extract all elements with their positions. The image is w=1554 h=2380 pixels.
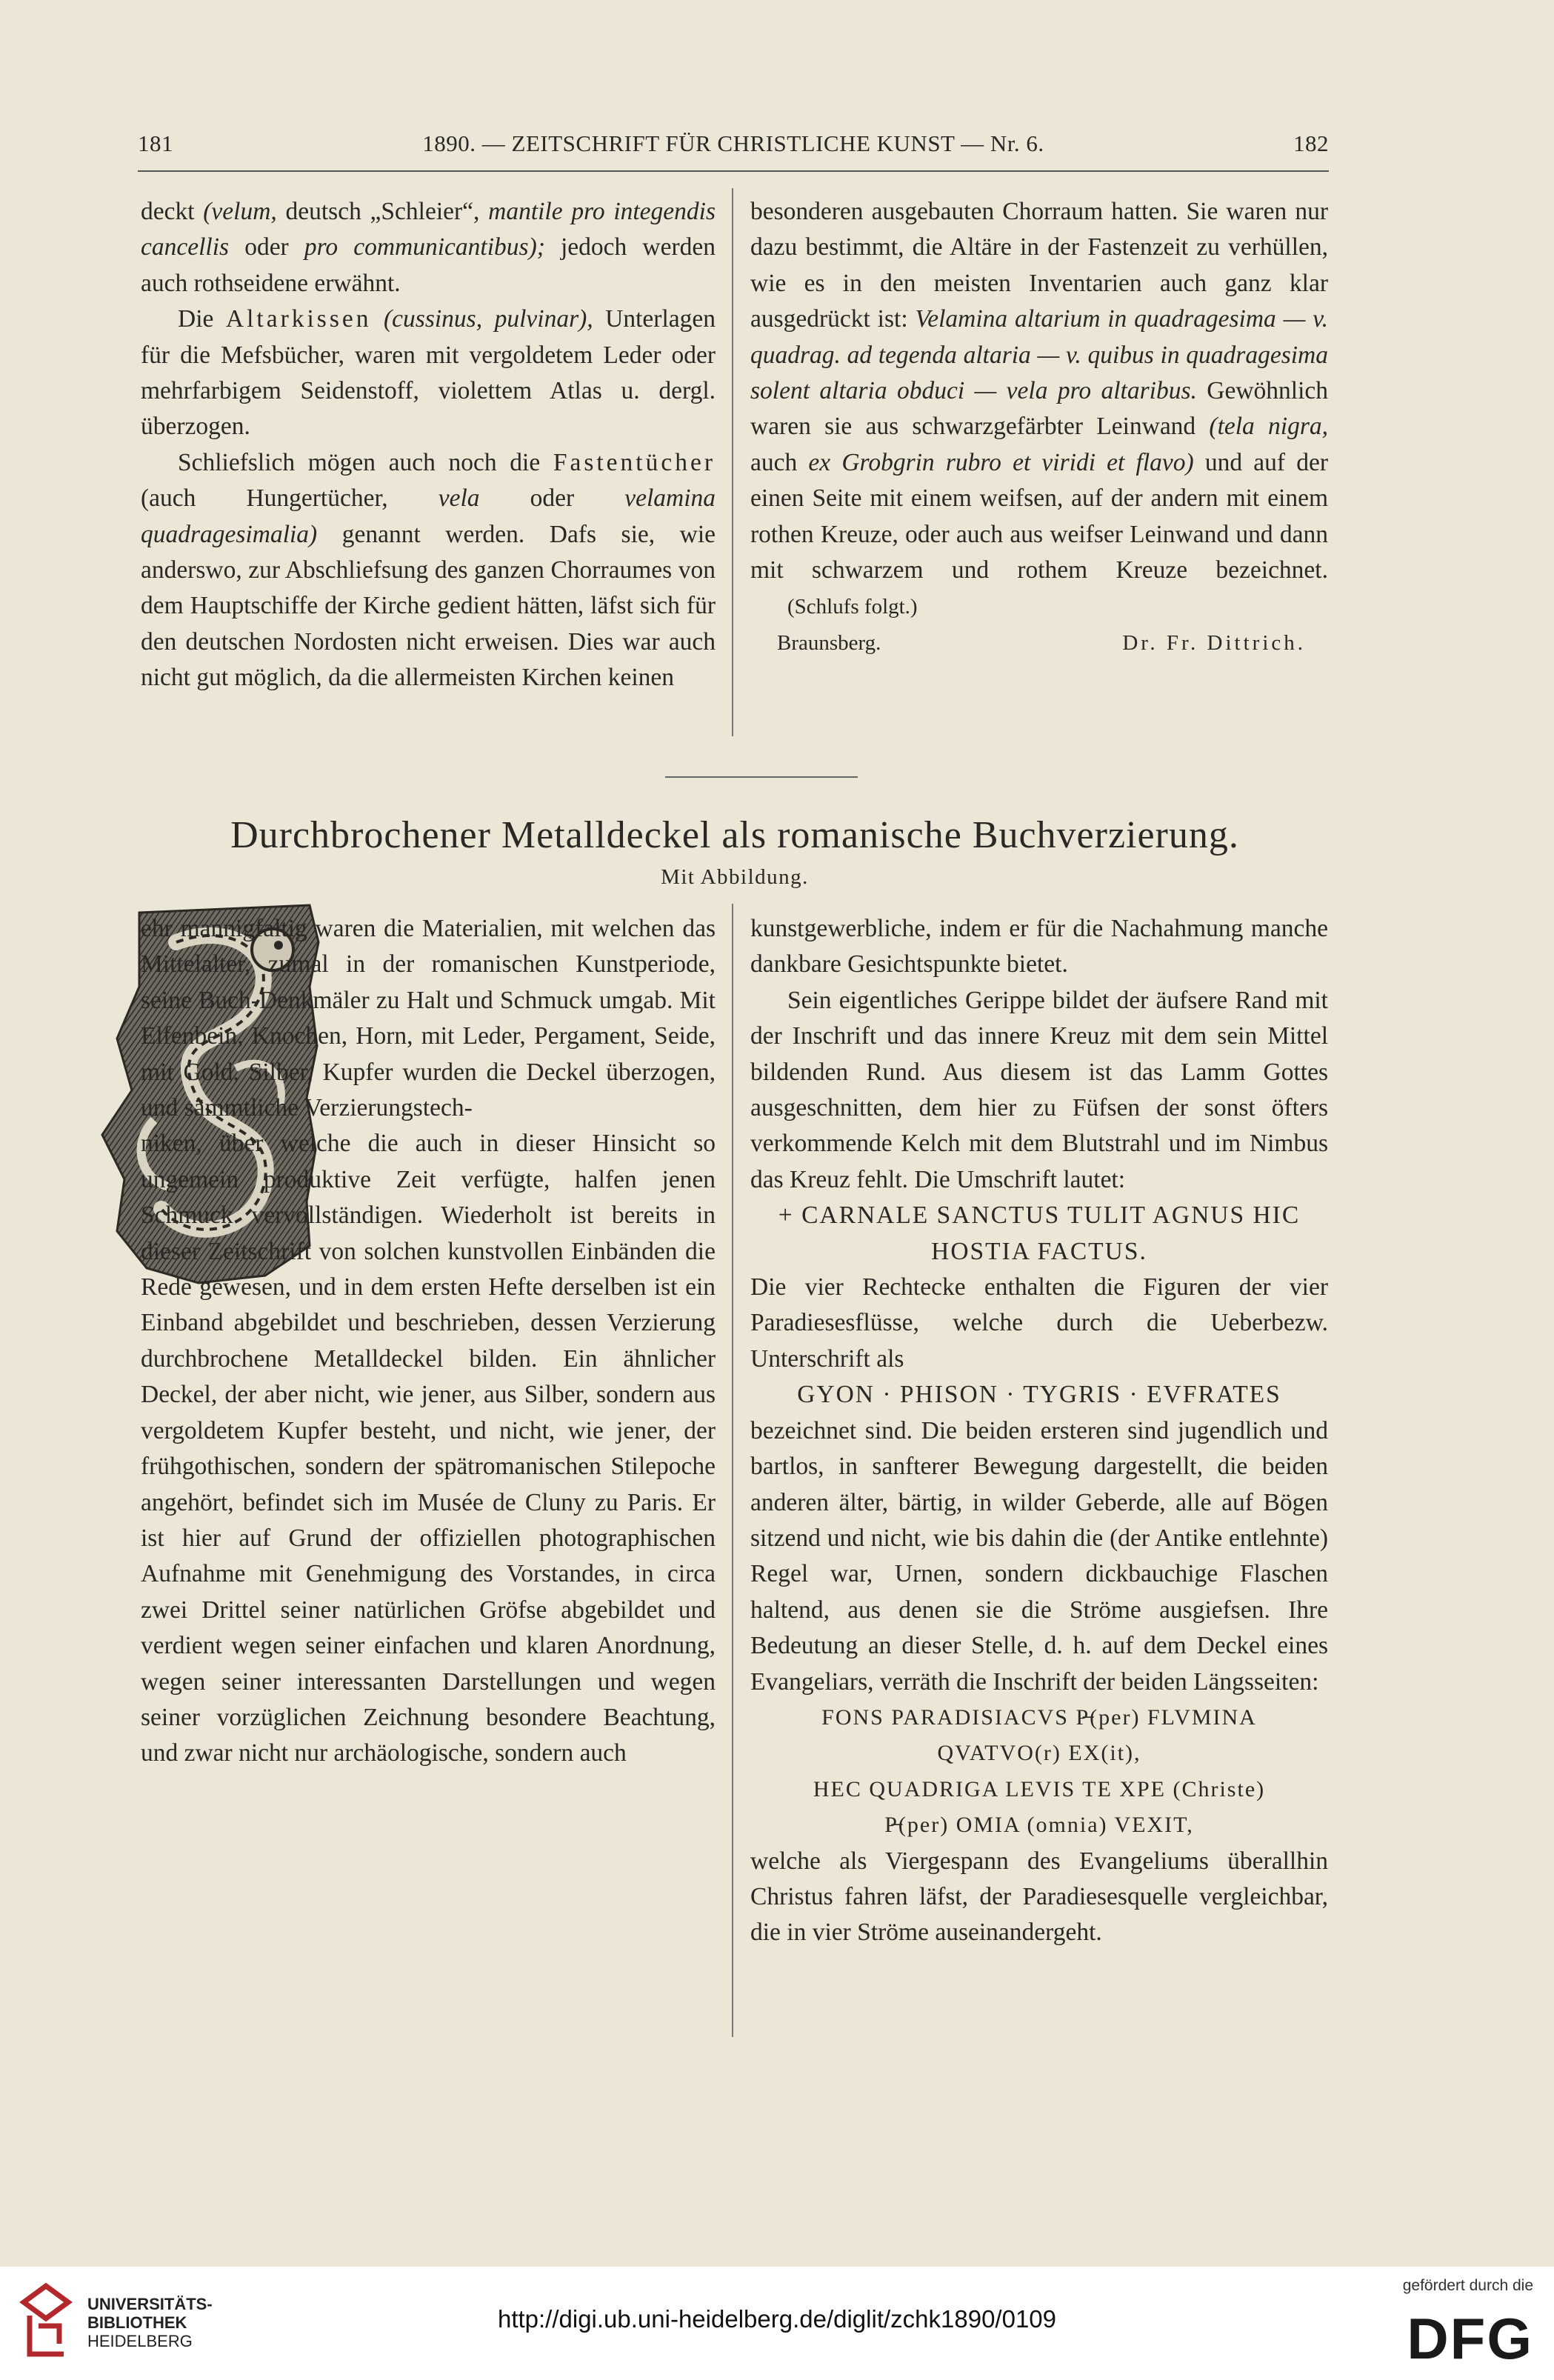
river-names: GYON · PHISON · TYGRIS · EVFRATES xyxy=(797,1381,1281,1409)
verse-line-4: P̶(per) OMIA (omnia) VEXIT, xyxy=(884,1813,1194,1838)
paragraph-wrapped-intro: ehr mannigfaltig waren die Materialien, mit welchen das Mittelalter, zumal in der romanischen Kunstperiode, seine Buch-Denkmäler zu Halt und Schmuck umgab. Mit Elfenbein, Knochen, Horn, mit Leder, Pergament, Seide, mit Gold, Silber, Kupfer wurden die Deckel überzogen, und sämmtliche Verzierungstech- xyxy=(141,915,716,1122)
paragraph: deckt (velum, deutsch „Schleier“, mantile pro integendis cancellis oder pro communicantibus); jedoch werden auch rothseidene erwähnt. xyxy=(141,198,716,297)
inscription-line-1: + CARNALE SANCTUS TULIT AGNUS HIC xyxy=(778,1201,1301,1230)
column-top-right xyxy=(750,194,1328,661)
verse-line-2: QVATVO(r) EX(it), xyxy=(937,1741,1141,1766)
column-bottom-right xyxy=(750,911,1328,1951)
page-number-left: 181 xyxy=(138,130,173,156)
running-title: 1890. — ZEITSCHRIFT FÜR CHRISTLICHE KUNST — Nr. 6. xyxy=(422,130,1044,156)
paragraph: bezeichnet sind. Die beiden ersteren sind jugendlich und bartlos, in sanfterer Bewegung dargestellt, die beiden anderen älter, bärtig, in wilder Geberde, alle auf Bögen sitzend und nicht, wie bis dahin die (der Antike entlehnte) Regel war, Urnen, sondern dickbauchige Flaschen haltend, aus denen sie die Ströme ausgiefsen. Ihre Bedeutung an dieser Stelle, d. h. auf dem Deckel eines Evangeliars, verräth die Inschrift der beiden Längsseiten: xyxy=(750,1416,1328,1696)
digitization-footer xyxy=(0,2267,1554,2380)
article-title: Durchbrochener Metalldeckel als romanische Buchverzierung. xyxy=(230,814,1239,856)
page-number-right: 182 xyxy=(1293,130,1329,156)
signature-line xyxy=(750,625,1328,661)
dfg-logo: DFG xyxy=(1407,2306,1533,2371)
paragraph: Sein eigentliches Gerippe bildet der äufsere Rand mit der Inschrift und das innere Kreuz mit dem sein Mittel bildenden Rund. Aus diesem ist das Lamm Gottes ausgeschnitten, dem hier zu Füfsen der sonst öfters verkommende Kelch mit dem Blutstrahl und im Nimbus das Kreuz fehlt. Die Umschrift lautet: xyxy=(750,986,1328,1193)
paragraph: welche als Viergespann des Evangeliums überallhin Christus fahren läfst, der Paradiesesquelle vergleichbar, die in vier Ströme auseinandergeht. xyxy=(750,1847,1328,1947)
sponsor-label: gefördert durch die xyxy=(1402,2277,1533,2294)
section-divider xyxy=(665,776,858,778)
column-rule xyxy=(732,904,733,2037)
verse-line-1: FONS PARADISIACVS P̶(per) FLVMINA xyxy=(821,1704,1257,1730)
inscription-line-2: HOSTIA FACTUS. xyxy=(931,1237,1147,1265)
paragraph: niken, über welche die auch in dieser Hinsicht so ungemein produktive Zeit verfügte, halfen jenen Schmuck vervollständigen. Wiederholt ist bereits in dieser Zeitschrift von solchen kunstvollen Einbänden die Rede gewesen, und in dem ersten Hefte derselben ist ein Einband abgebildet und beschrieben, dessen Verzierung durchbrochene Metalldeckel bilden. Ein ähnlicher Deckel, der aber nicht, wie jener, aus Silber, sondern aus vergoldetem Kupfer besteht, und nicht, wie jener, der frühgothischen, sondern der spätromanischen Stilepoche angehört, befindet sich im Musée de Cluny zu Paris. Er ist hier auf Grund der offiziellen photographischen Aufnahme mit Genehmigung des Vorstandes, in circa zwei Drittel seiner natürlichen Gröfse abgebildet und verdient wegen seiner einfachen und klaren Anordnung, wegen seiner interessanten Darstellungen und wegen seiner vorzüglichen Zeichnung besondere Beachtung, und zwar nicht nur archäologische, sondern auch xyxy=(141,1130,716,1767)
library-name: UNIVERSITÄTS- BIBLIOTHEK HEIDELBERG xyxy=(87,2295,213,2350)
paragraph: Die vier Rechtecke enthalten die Figuren der vier Paradiesesflüsse, welche durch die Ueberbezw. Unterschrift als xyxy=(750,1273,1328,1373)
signature-place: Braunsberg. xyxy=(777,630,881,655)
continued-note: (Schlufs folgt.) xyxy=(787,595,918,619)
column-rule xyxy=(732,188,733,736)
column-bottom-left xyxy=(141,911,716,1772)
verse-line-3: HEC QUADRIGA LEVIS TE XPE (Christe) xyxy=(813,1776,1266,1801)
header-rule xyxy=(138,170,1329,172)
running-header xyxy=(138,130,1329,167)
column-top-left xyxy=(141,194,716,696)
paragraph-altarkissen: Die Altarkissen (cussinus, pulvinar), Unterlagen für die Mefsbücher, waren mit vergoldetem Leder oder mehrfarbigem Seidenstoff, violettem Atlas u. dergl. überzogen. xyxy=(141,305,716,441)
article-subtitle: Mit Abbildung. xyxy=(661,865,809,889)
source-url-link[interactable]: http://digi.ub.uni-heidelberg.de/diglit/zchk1890/0109 xyxy=(497,2305,1057,2333)
paragraph-fastentuecher: Schliefslich mögen auch noch die Fastentücher (auch Hungertücher, vela oder velamina quadragesimalia) genannt werden. Dafs sie, wie anderswo, zur Abschliefsung des ganzen Chorraumes von dem Hauptschiffe der Kirche gedient hätten, läfst sich für den deutschen Nordosten nicht erweisen. Dies war auch nicht gut möglich, da die allermeisten Kirchen keinen xyxy=(141,448,716,692)
signature-author: Dr. Fr. Dittrich. xyxy=(1122,630,1306,655)
paragraph: kunstgewerbliche, indem er für die Nachahmung manche dankbare Gesichtspunkte bietet. xyxy=(750,915,1328,979)
paragraph: besonderen ausgebauten Chorraum hatten. Sie waren nur dazu bestimmt, die Altäre in der Fastenzeit zu verhüllen, wie es in den meisten Inventarien auch ganz klar ausgedrückt ist: Velamina altarium in quadragesima — v. quadrag. ad tegenda altaria — v. quibus in quadragesima solent altaria obduci — vela pro altaribus. Gewöhnlich waren sie aus schwarzgefärbter Leinwand (tela nigra, auch ex Grobgrin rubro et viridi et flavo) und auf der einen Seite mit einem weifsen, auf der andern mit einem rothen Kreuze, oder auch aus weifser Leinwand und dann mit schwarzem und rothem Kreuze bezeichnet. (Schlufs folgt.) xyxy=(750,198,1329,619)
